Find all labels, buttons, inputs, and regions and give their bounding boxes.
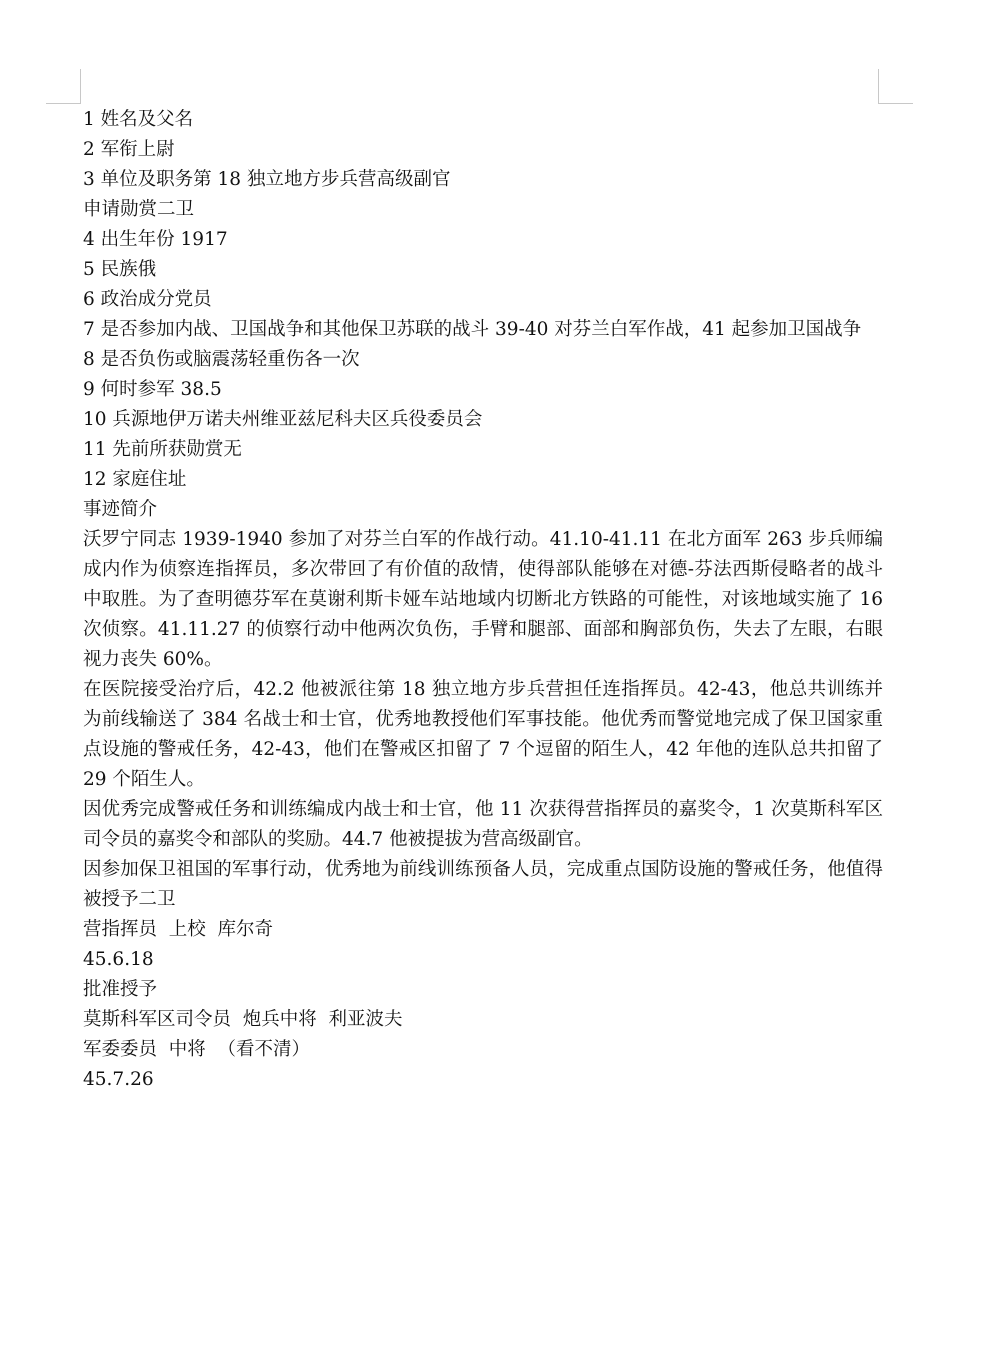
- field-birth-year: 4 出生年份 1917: [83, 229, 228, 250]
- summary-paragraph: 因参加保卫祖国的军事行动，优秀地为前线训练预备人员，完成重点国防设施的警戒任务，他值得被授予二卫: [83, 859, 883, 910]
- award-request: 申请勋赏二卫: [83, 199, 195, 220]
- signature-district-commander: 莫斯科军区司令员 炮兵中将 利亚波夫: [83, 1009, 403, 1030]
- summary-paragraph: 因优秀完成警戒任务和训练编成内战士和士官，他 11 次获得营指挥员的嘉奖令，1 次莫斯科军区司令员的嘉奖令和部队的奖励。44.7 他被提拔为营高级副官。: [83, 799, 883, 850]
- field-party: 6 政治成分党员: [83, 289, 212, 310]
- signature-council-member: 军委委员 中将 （看不清）: [83, 1039, 311, 1060]
- field-previous-awards: 11 先前所获勋赏无: [83, 439, 242, 460]
- approval-text: 批准授予: [83, 979, 158, 1000]
- signature-battalion-commander: 营指挥员 上校 库尔奇: [83, 919, 274, 940]
- summary-heading: 事迹简介: [83, 499, 158, 520]
- summary-paragraph: 沃罗宁同志 1939-1940 参加了对芬兰白军的作战行动。41.10-41.11 在北方面军 263 步兵师编成内作为侦察连指挥员，多次带回了有价值的敌情，使得部队能够在对德-芬法西斯侵略者的战斗中取胜。为了查明德芬军在莫谢利斯卡娅车站地域内切断北方铁路的可能性，对该地域实施了 16 次侦察。41.11.27 的侦察行动中他两次负伤，手臂和腿部、面部和胸部负伤，失去了左眼，右眼视力丧失 60%。: [83, 529, 889, 670]
- field-draft-office: 10 兵源地伊万诺夫州维亚兹尼科夫区兵役委员会: [83, 409, 483, 430]
- field-unit-position: 3 单位及职务第 18 独立地方步兵营高级副官: [83, 169, 451, 190]
- field-rank: 2 军衔上尉: [83, 139, 175, 160]
- summary-paragraph: 在医院接受治疗后，42.2 他被派往第 18 独立地方步兵营担任连指挥员。42-43，他总共训练并为前线输送了 384 名战士和士官，优秀地教授他们军事技能。他优秀而警觉地完成了保卫国家重点设施的警戒任务，42-43，他们在警戒区扣留了 7 个逗留的陌生人，42 年他的连队总共扣留了 29 个陌生人。: [83, 679, 889, 790]
- page-corner-mark-top-left: [46, 69, 81, 104]
- field-enlistment: 9 何时参军 38.5: [83, 379, 222, 400]
- approval-date: 45.7.26: [83, 1069, 154, 1090]
- field-combat-history: 7 是否参加内战、卫国战争和其他保卫苏联的战斗 39-40 对芬兰白军作战，41 起参加卫国战争: [83, 319, 862, 340]
- field-name: 1 姓名及父名: [83, 109, 194, 130]
- page-corner-mark-top-right: [878, 69, 913, 104]
- field-wounds: 8 是否负伤或脑震荡轻重伤各一次: [83, 349, 360, 370]
- document-body: [83, 105, 889, 1095]
- field-ethnicity: 5 民族俄: [83, 259, 157, 280]
- signature-date: 45.6.18: [83, 949, 154, 970]
- field-home-address: 12 家庭住址: [83, 469, 187, 490]
